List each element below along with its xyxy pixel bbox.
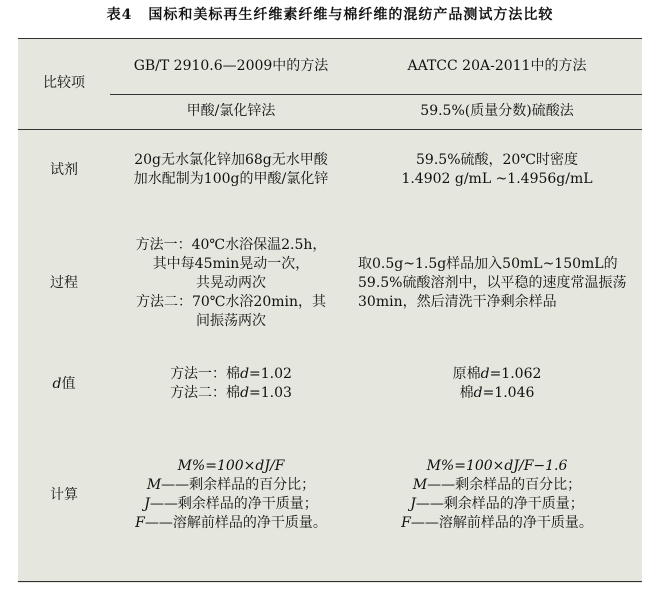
- dvalue-aatcc: 原棉d=1.062 棉d=1.046: [452, 366, 542, 401]
- calc-aatcc: M%=100×dJ/F−1.6 M——剩余样品的百分比； J——剩余样品的净干质量； F——溶解前样品的净干质量。: [401, 458, 593, 531]
- table-caption: [0, 4, 660, 24]
- reagent-aatcc: 59.5%硫酸，20℃时密度 1.4902 g/mL ~1.4956g/mL: [401, 152, 593, 187]
- row-label-reagent: 试剂: [50, 161, 78, 178]
- process-gb: 方法一：40℃水浴保温2.5h， 其中每45min晃动一次， 共晃动两次 方法二：70℃水浴20min，其 间振荡两次: [135, 236, 327, 329]
- calc-gb-formula: M%=100×dJ/F: [177, 458, 285, 474]
- dvalue-gb: 方法一：棉d=1.02 方法二：棉d=1.03: [170, 366, 292, 401]
- table-number: 表4: [106, 7, 133, 23]
- header-gb-title: GB/T 2910.6—2009中的方法: [133, 57, 329, 74]
- header-aatcc-subtitle: 59.5%(质量分数)硫酸法: [420, 103, 574, 119]
- calc-gb: M%=100×dJ/F M——剩余样品的百分比； J——剩余样品的净干质量； F——溶解前样品的净干质量。: [135, 458, 327, 531]
- header-gb-subtitle: 甲酸/氯化锌法: [186, 103, 276, 119]
- header-aatcc-title: AATCC 20A-2011中的方法: [407, 57, 587, 74]
- row-label-dvalue: d值: [52, 375, 76, 392]
- table-title: 国标和美标再生纤维素纤维与棉纤维的混纺产品测试方法比较: [148, 7, 554, 23]
- row-label-process: 过程: [50, 274, 78, 291]
- comparison-table: [18, 38, 642, 583]
- reagent-gb: 20g无水氯化锌加68g无水甲酸 加水配制为100g的甲酸/氯化锌: [133, 152, 329, 187]
- row-label-calc: 计算: [50, 486, 78, 503]
- rule-bottom: [18, 581, 642, 582]
- calc-aatcc-formula: M%=100×dJ/F−1.6: [426, 458, 568, 474]
- process-aatcc: 取0.5g~1.5g样品加入50mL~150mL的59.5%硫酸溶剂中，以平稳的速度常温振荡30min，然后清洗干净剩余样品: [358, 255, 627, 310]
- header-label: 比较项: [43, 75, 85, 91]
- rule-header-bottom: [18, 129, 642, 130]
